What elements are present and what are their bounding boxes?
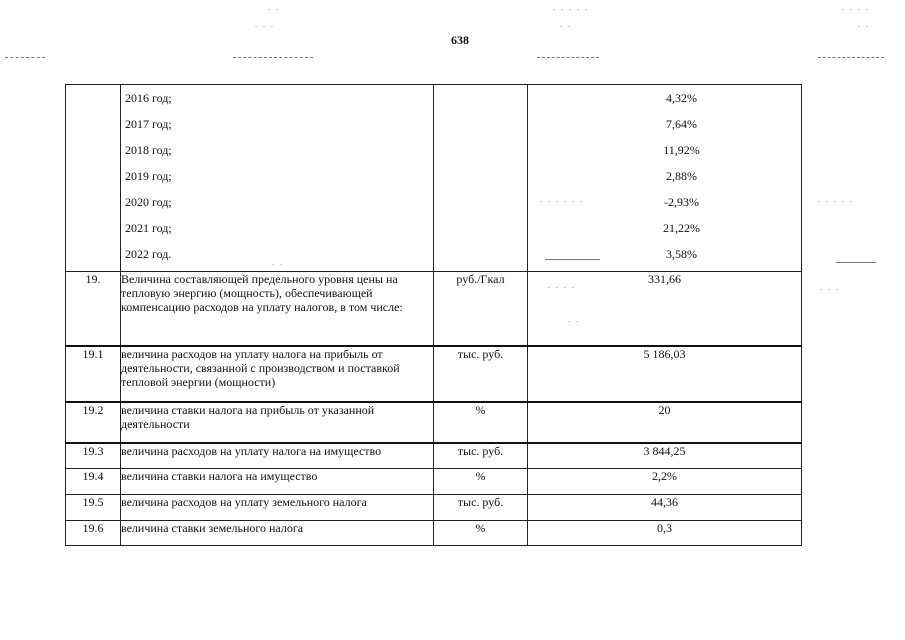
tariff-table [65, 84, 802, 546]
year-label: 2020 год; [125, 195, 172, 209]
year-value: 11,92% [663, 143, 700, 157]
row-unit: тыс. руб. [434, 346, 528, 402]
table-row [66, 443, 802, 469]
row-unit: руб./Гкал [434, 272, 528, 346]
scan-artifact-line [836, 262, 876, 263]
year-values [528, 85, 802, 272]
row-value: 20 [528, 402, 802, 443]
row-unit: % [434, 402, 528, 443]
page-number: 638 [451, 33, 469, 47]
year-value: -2,93% [664, 195, 699, 209]
scan-artifact-dots: . . [268, 3, 280, 12]
row-name: величина ставки земельного налога [121, 521, 434, 546]
scan-artifact-dots: . . [560, 20, 572, 29]
table-row [66, 272, 802, 346]
scan-artifact-dots: . . . . . [553, 3, 589, 12]
row-name: величина расходов на уплату налога на прибыль от деятельности, связанной с производством и поставкой тепловой энергии (мощности) [121, 346, 434, 402]
year-label: 2018 год; [125, 143, 172, 157]
scan-artifact-dots: . . [272, 258, 284, 267]
year-label: 2021 год; [125, 221, 172, 235]
row-unit: тыс. руб. [434, 443, 528, 469]
scan-artifact-dots: . . . . [842, 3, 870, 12]
row-number: 19.3 [66, 443, 121, 469]
row-name: величина ставки налога на имущество [121, 469, 434, 495]
row-name: величина ставки налога на прибыль от указанной деятельности [121, 402, 434, 443]
year-value: 21,22% [663, 221, 700, 235]
scan-artifact-dots: . . . [820, 283, 840, 292]
scan-artifact-line [818, 57, 884, 58]
row-number: 19.4 [66, 469, 121, 495]
row-value: 2,2% [528, 469, 802, 495]
year-value: 7,64% [666, 117, 697, 131]
row-value: 5 186,03 [528, 346, 802, 402]
scan-artifact-dots: . . . [255, 20, 275, 29]
scan-artifact-dots: . . . . . . [540, 195, 584, 204]
year-label: 2019 год; [125, 169, 172, 183]
year-label: 2016 год; [125, 91, 172, 105]
scan-artifact-line [233, 57, 313, 58]
table-row-years [66, 85, 802, 272]
row-number: 19.1 [66, 346, 121, 402]
row-number: 19. [66, 272, 121, 346]
table-row [66, 521, 802, 546]
row-name: величина расходов на уплату налога на имущество [121, 443, 434, 469]
year-value: 4,32% [666, 91, 697, 105]
row-number: 19.2 [66, 402, 121, 443]
row-value: 0,3 [528, 521, 802, 546]
scan-artifact-dots: . . [858, 20, 870, 29]
year-value: 2,88% [666, 169, 697, 183]
row-value: 44,36 [528, 495, 802, 521]
years-list [121, 85, 434, 272]
row-value: 3 844,25 [528, 443, 802, 469]
year-label: 2017 год; [125, 117, 172, 131]
row-number: 19.5 [66, 495, 121, 521]
row-name: Величина составляющей предельного уровня цены на тепловую энергию (мощность), обеспечивающей компенсацию расходов на уплату налогов, в том числе: [121, 272, 434, 346]
table-row [66, 346, 802, 402]
row-unit: тыс. руб. [434, 495, 528, 521]
row-number: 19.6 [66, 521, 121, 546]
scan-artifact-line [537, 57, 599, 58]
scan-artifact-line [5, 57, 45, 58]
row-unit: % [434, 469, 528, 495]
table-row [66, 469, 802, 495]
cell-num [66, 85, 121, 272]
row-value: 331,66 [528, 272, 802, 346]
cell-unit [434, 85, 528, 272]
row-name: величина расходов на уплату земельного налога [121, 495, 434, 521]
table-row [66, 495, 802, 521]
row-unit: % [434, 521, 528, 546]
scan-artifact-dots: . . . . [548, 281, 576, 290]
year-value: 3,58% [666, 247, 697, 261]
scan-artifact-dots: . . [568, 315, 580, 324]
year-label: 2022 год. [125, 247, 172, 261]
scan-artifact-dots: . . . . . [818, 195, 854, 204]
table-row [66, 402, 802, 443]
